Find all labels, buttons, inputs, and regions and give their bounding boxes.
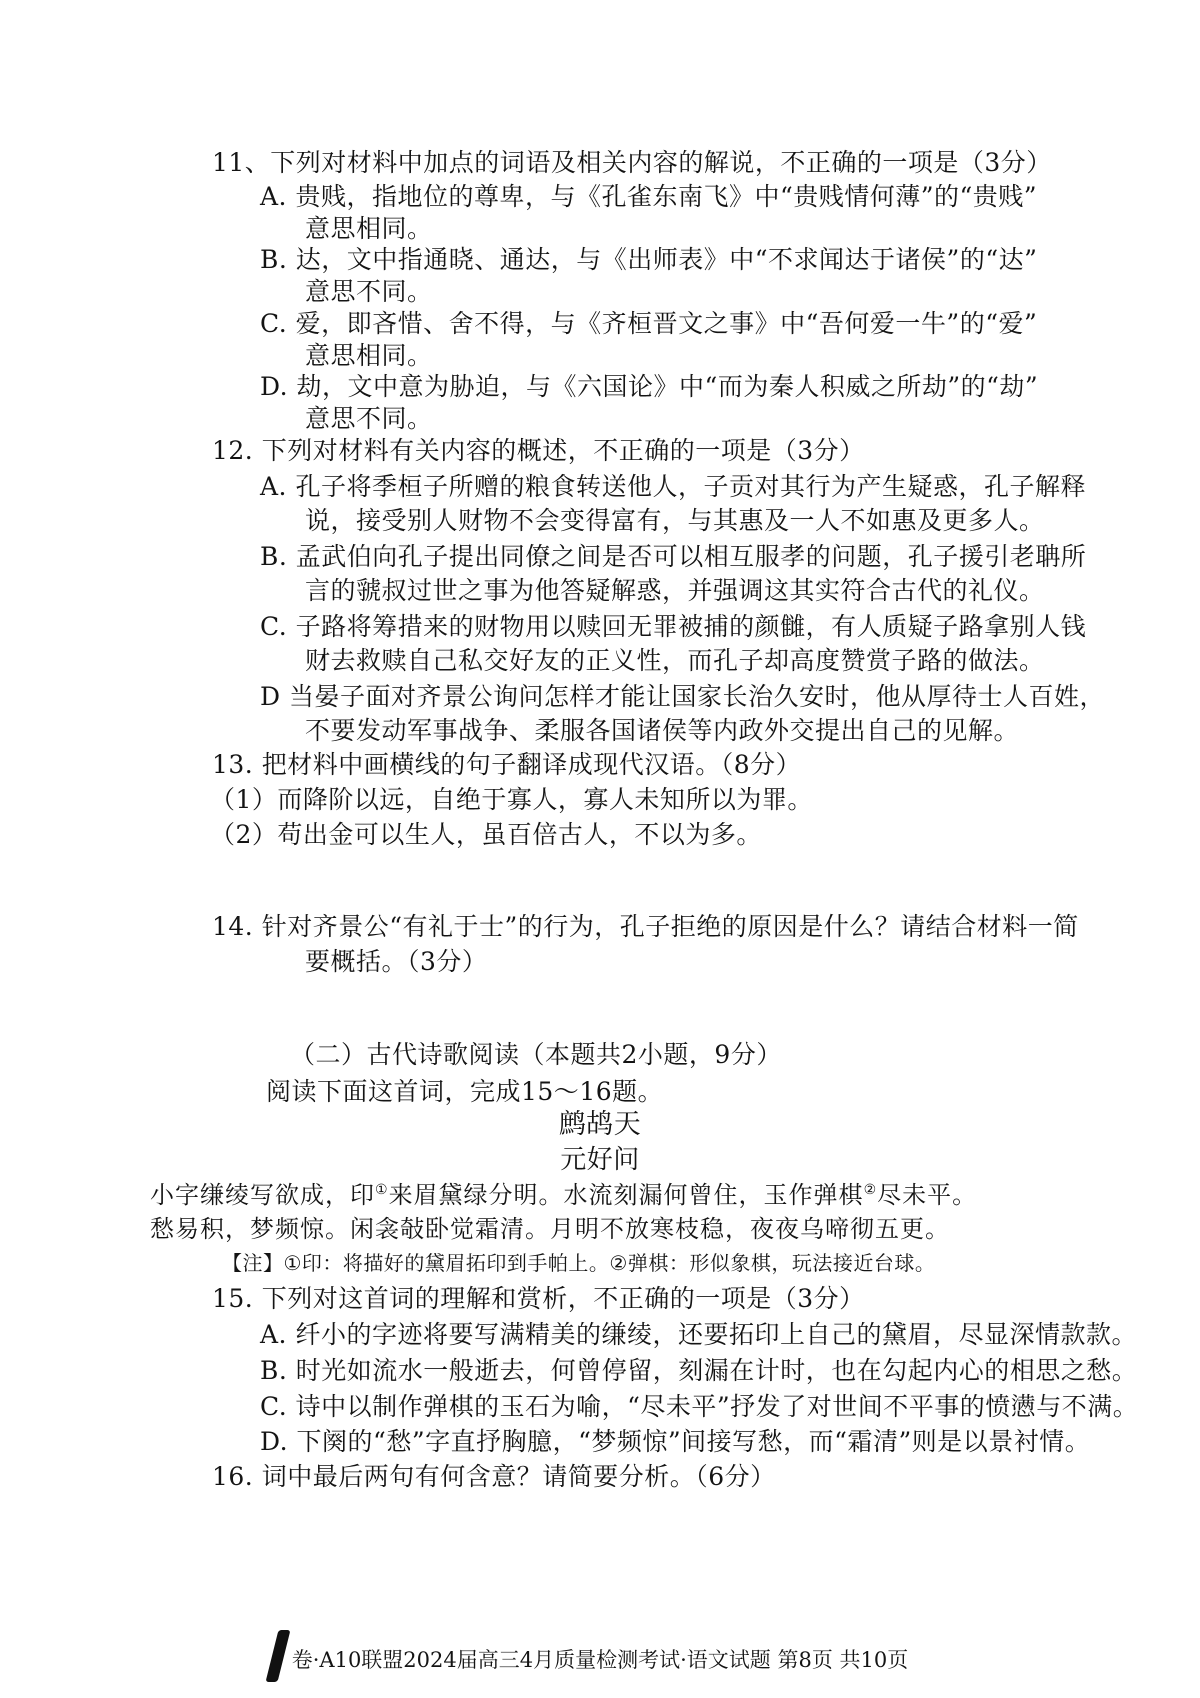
q12-option-a-cont: 说，接受别人财物不会变得富有，与其惠及一人不如惠及更多人。 — [305, 506, 1045, 535]
poem-author: 元好问 — [560, 1145, 640, 1175]
q11-option-d-cont: 意思不同。 — [305, 404, 433, 433]
section-2-title: （二）古代诗歌阅读（本题共2小题，9分） — [290, 1040, 782, 1069]
poem-line-1 — [150, 1178, 977, 1212]
q15-stem: 15. 下列对这首词的理解和赏析，不正确的一项是（3分） — [212, 1284, 865, 1313]
q12-option-d: D 当晏子面对齐景公询问怎样才能让国家长治久安时，他从厚待士人百姓， — [260, 682, 1105, 711]
footnote-marker-1: ① — [375, 1182, 389, 1198]
q12-stem: 12. 下列对材料有关内容的概述，不正确的一项是（3分） — [212, 436, 865, 465]
q12-option-d-cont: 不要发动军事战争、柔服各国诸侯等内政外交提出自己的见解。 — [305, 716, 1020, 745]
q15-option-d: D. 下阕的“愁”字直抒胸臆，“梦频惊”间接写愁，而“霜清”则是以景衬情。 — [260, 1427, 1091, 1456]
section-2-instruction: 阅读下面这首词，完成15～16题。 — [266, 1077, 664, 1106]
q12-option-c: C. 子路将筹措来的财物用以赎回无罪被捕的颜雠，有人质疑子路拿别人钱 — [260, 612, 1087, 641]
footnote-marker-2: ② — [863, 1182, 878, 1198]
q14-stem: 14. 针对齐景公“有礼于士”的行为，孔子拒绝的原因是什么？请结合材料一简 — [212, 912, 1079, 941]
poem-title: 鹧鸪天 — [558, 1109, 642, 1140]
q13-sentence-2: （2）苟出金可以生人，虽百倍古人，不以为多。 — [210, 820, 762, 849]
poem-line-1-part-1: 小字缣绫写欲成，印 — [150, 1181, 375, 1209]
poem-note: 【注】①印：将描好的黛眉拓印到手帕上。②弹棋：形似象棋，玩法接近台球。 — [222, 1251, 936, 1275]
poem-line-1-part-2: 来眉黛绿分明。水流刻漏何曾住，玉作弹棋 — [388, 1181, 864, 1209]
q15-option-a: A. 纤小的字迹将要写满精美的缣绫，还要拓印上自己的黛眉，尽显深情款款。 — [260, 1320, 1137, 1349]
q11-option-b-cont: 意思不同。 — [305, 277, 433, 306]
q11-option-d: D. 劫，文中意为胁迫，与《六国论》中“而为秦人积威之所劫”的“劫” — [260, 372, 1039, 401]
poem-line-1-part-3: 尽未平。 — [877, 1181, 978, 1209]
q11-option-a: A. 贵贱，指地位的尊卑，与《孔雀东南飞》中“贵贱情何薄”的“贵贱” — [260, 182, 1038, 211]
q12-option-b: B. 孟武伯向孔子提出同僚之间是否可以相互服孝的问题，孔子援引老聃所 — [260, 542, 1087, 571]
q14-stem-cont: 要概括。（3分） — [305, 947, 488, 976]
q15-option-c: C. 诗中以制作弹棋的玉石为喻，“尽未平”抒发了对世间不平事的愤懑与不满。 — [260, 1392, 1139, 1421]
poem-line-2: 愁易积，梦频惊。闲衾敧卧觉霜清。月明不放寒枝稳，夜夜乌啼彻五更。 — [150, 1215, 950, 1243]
q15-option-b: B. 时光如流水一般逝去，何曾停留，刻漏在计时，也在勾起内心的相思之愁。 — [260, 1356, 1138, 1385]
q12-option-c-cont: 财去救赎自己私交好友的正义性，而孔子却高度赞赏子路的做法。 — [305, 646, 1045, 675]
q12-option-a: A. 孔子将季桓子所赠的粮食转送他人，子贡对其行为产生疑惑，孔子解释 — [260, 472, 1086, 501]
page-footer: 卷·A10联盟2024届高三4月质量检测考试·语文试题 第8页 共10页 — [291, 1648, 909, 1672]
q13-sentence-1: （1）而降阶以远，自绝于寡人，寡人未知所以为罪。 — [210, 785, 813, 814]
q13-stem: 13. 把材料中画横线的句子翻译成现代汉语。（8分） — [212, 750, 802, 779]
q16-stem: 16. 词中最后两句有何含意？请简要分析。（6分） — [212, 1462, 776, 1491]
q11-option-b: B. 达，文中指通晓、通达，与《出师表》中“不求闻达于诸侯”的“达” — [260, 245, 1038, 274]
q12-option-b-cont: 言的虢叔过世之事为他答疑解惑，并强调这其实符合古代的礼仪。 — [305, 576, 1045, 605]
q11-option-a-cont: 意思相同。 — [305, 214, 433, 243]
q11-option-c: C. 爱，即吝惜、舍不得，与《齐桓晋文之事》中“吾何爱一牛”的“爱” — [260, 309, 1038, 338]
q11-option-c-cont: 意思相同。 — [305, 341, 433, 370]
q11-stem: 11、下列对材料中加点的词语及相关内容的解说，不正确的一项是（3分） — [212, 148, 1052, 177]
